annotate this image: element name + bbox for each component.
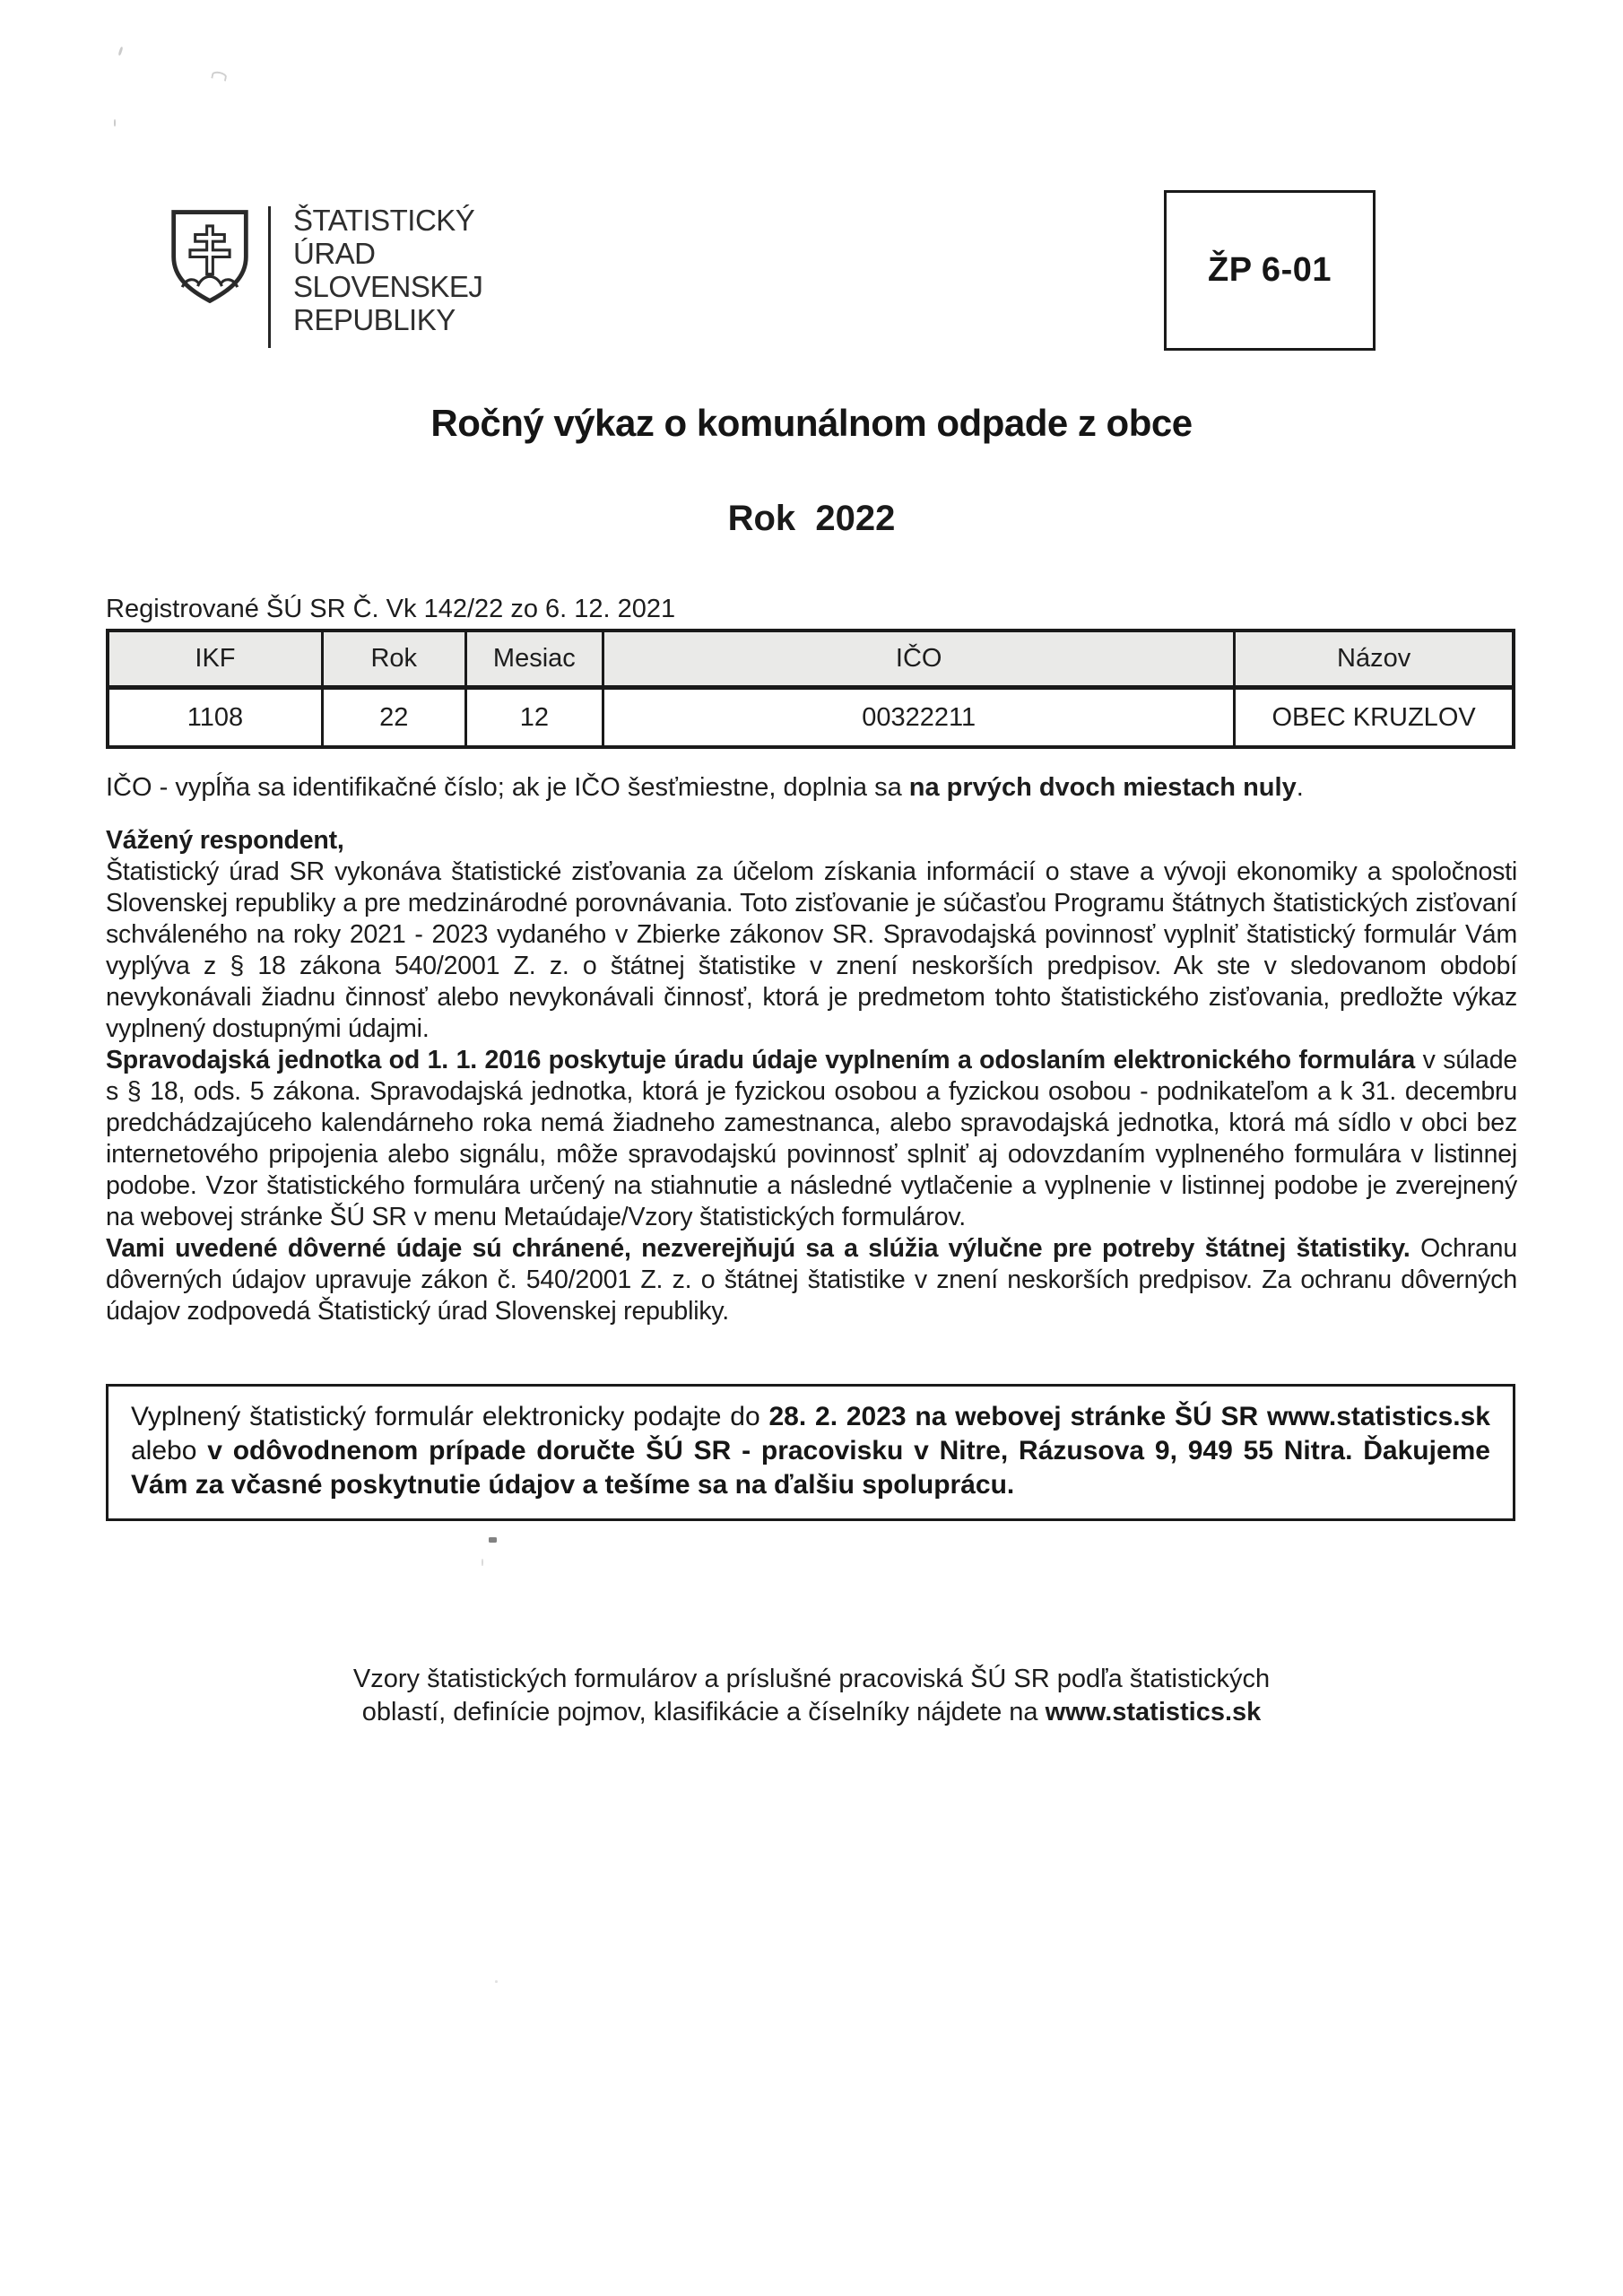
paragraph-confidentiality xyxy=(106,1233,1517,1327)
ico-note xyxy=(106,773,1304,803)
paragraph-reporting-unit-bold: Spravodajská jednotka od 1. 1. 2016 poskytuje úradu údaje vyplnením a odoslaním elektronického formulára xyxy=(106,1046,1416,1074)
office-name-line: ŠTATISTICKÝ xyxy=(293,204,475,237)
paragraph-confidentiality-bold: Vami uvedené dôverné údaje sú chránené, nezverejňujú sa a slúžia výlučne pre potreby štátnej štatistiky. xyxy=(106,1234,1410,1263)
id-table-header-ikf: IKF xyxy=(108,631,322,688)
submission-lead: Vyplnený štatistický formulár elektronicky podajte do xyxy=(131,1402,769,1431)
coat-of-arms-icon xyxy=(167,206,253,307)
templates-note xyxy=(327,1663,1296,1729)
paragraph-confidentiality-rest: Ochranu dôverných údajov upravuje zákon č. 540/2001 Z. z. o štátnej štatistike v znení neskorších predpisov. Za ochranu dôverných údajov zodpovedá Štatistický úrad Slovenskej republiky. xyxy=(106,1234,1517,1326)
ico-note-bold: na prvých dvoch miestach nuly xyxy=(908,773,1297,802)
id-table-header-nazov: Názov xyxy=(1235,631,1514,688)
scan-artifact xyxy=(482,1559,483,1566)
registration-note: Registrované ŠÚ SR Č. Vk 142/22 zo 6. 12. 2021 xyxy=(106,595,676,623)
paragraph-statistical-survey: Štatistický úrad SR vykonáva štatistické zisťovania za účelom získania informácií o stave a vývoji ekonomiky a spoločnosti Slovenskej republiky a pre medzinárodné porovnávania. Toto zisťovanie je súčasťou Programu štátnych štatistických zisťovaní schváleného na roky 2021 - 2023 vydaného v Zbierke zákonov SR. Spravodajská povinnosť vyplniť štatistický formulár Vám vyplýva z § 18 zákona 540/2001 Z. z. o štátnej štatistike v znení neskorších predpisov. Ak ste v sledovanom období nevykonávali žiadnu činnosť alebo nevykonávali činnosť, ktorá je predmetom tohto štatistického zisťovania, predložte výkaz vyplnený dostupnými údajmi. xyxy=(106,857,1517,1043)
form-year: Rok 2022 xyxy=(727,499,896,538)
form-code: ŽP 6-01 xyxy=(1208,251,1332,289)
scan-artifact xyxy=(489,1537,497,1543)
submission-deadline-bold: 28. 2. 2023 na webovej stránke ŠÚ SR www.statistics.sk xyxy=(768,1402,1490,1431)
templates-note-lead: Vzory štatistických formulárov a príslušné pracoviská ŠÚ SR podľa štatistických oblastí, definície pojmov, klasifikácie a číselníky nájdete na xyxy=(352,1665,1271,1726)
scan-artifact xyxy=(118,47,124,56)
id-table-header-row xyxy=(108,631,1514,688)
office-name-line: ÚRAD xyxy=(293,237,376,270)
id-table-cell-ikf: 1108 xyxy=(108,688,322,748)
paragraph-reporting-unit-rest: v súlade s § 18, ods. 5 zákona. Spravodajská jednotka, ktorá je fyzickou osobou a fyzickou osobou - podnikateľom a k 31. decembru predchádzajúceho kalendárneho roka nemá žiadneho zamestnanca, alebo spravodajská jednotka, ktorá má sídlo v obci bez internetového pripojenia alebo signálu, môže spravodajskú povinnosť splniť aj odovzdaním vyplneného formulára v listinnej podobe. Vzor štatistického formulára určený na stiahnutie a následné vytlačenie a vyplnenie v listinnej podobe je zverejnený na webovej stránke ŠÚ SR v menu Metaúdaje/Vzory štatistických formulárov. xyxy=(106,1046,1517,1231)
scan-artifact xyxy=(495,1980,498,1983)
paragraph-reporting-unit xyxy=(106,1045,1517,1233)
body-copy xyxy=(106,825,1517,1327)
form-code-box xyxy=(1164,190,1376,351)
id-table-header-ico: IČO xyxy=(603,631,1235,688)
id-table-header-mesiac: Mesiac xyxy=(465,631,603,688)
ico-note-tail: . xyxy=(1296,773,1304,802)
office-name-line: REPUBLIKY xyxy=(293,303,456,336)
submission-box xyxy=(106,1384,1515,1521)
templates-note-url: www.statistics.sk xyxy=(1045,1698,1262,1726)
id-table xyxy=(106,629,1515,749)
id-table-cell-mesiac: 12 xyxy=(465,688,603,748)
office-name-line: SLOVENSKEJ xyxy=(293,270,483,303)
id-table-value-row xyxy=(108,688,1514,748)
submission-mid: alebo xyxy=(131,1436,208,1465)
office-name xyxy=(293,204,482,336)
logo-divider xyxy=(268,206,271,348)
salutation: Vážený respondent, xyxy=(106,826,344,855)
submission-address-bold: v odôvodnenom prípade doručte ŠÚ SR - pracovisku v Nitre, Rázusova 9, 949 55 Nitra. Ďakujeme Vám za včasné poskytnutie údajov a tešíme sa na ďalšiu spoluprácu. xyxy=(131,1436,1490,1500)
form-title: Ročný výkaz o komunálnom odpade z obce xyxy=(430,402,1193,444)
scan-artifact xyxy=(114,119,116,126)
id-table-cell-nazov: OBEC KRUZLOV xyxy=(1235,688,1514,748)
id-table-cell-ico: 00322211 xyxy=(603,688,1235,748)
ico-note-lead: IČO - vypĺňa sa identifikačné číslo; ak je IČO šesťmiestne, doplnia sa xyxy=(106,773,909,802)
id-table-header-rok: Rok xyxy=(322,631,465,688)
id-table-cell-rok: 22 xyxy=(322,688,465,748)
scan-artifact xyxy=(211,70,227,81)
